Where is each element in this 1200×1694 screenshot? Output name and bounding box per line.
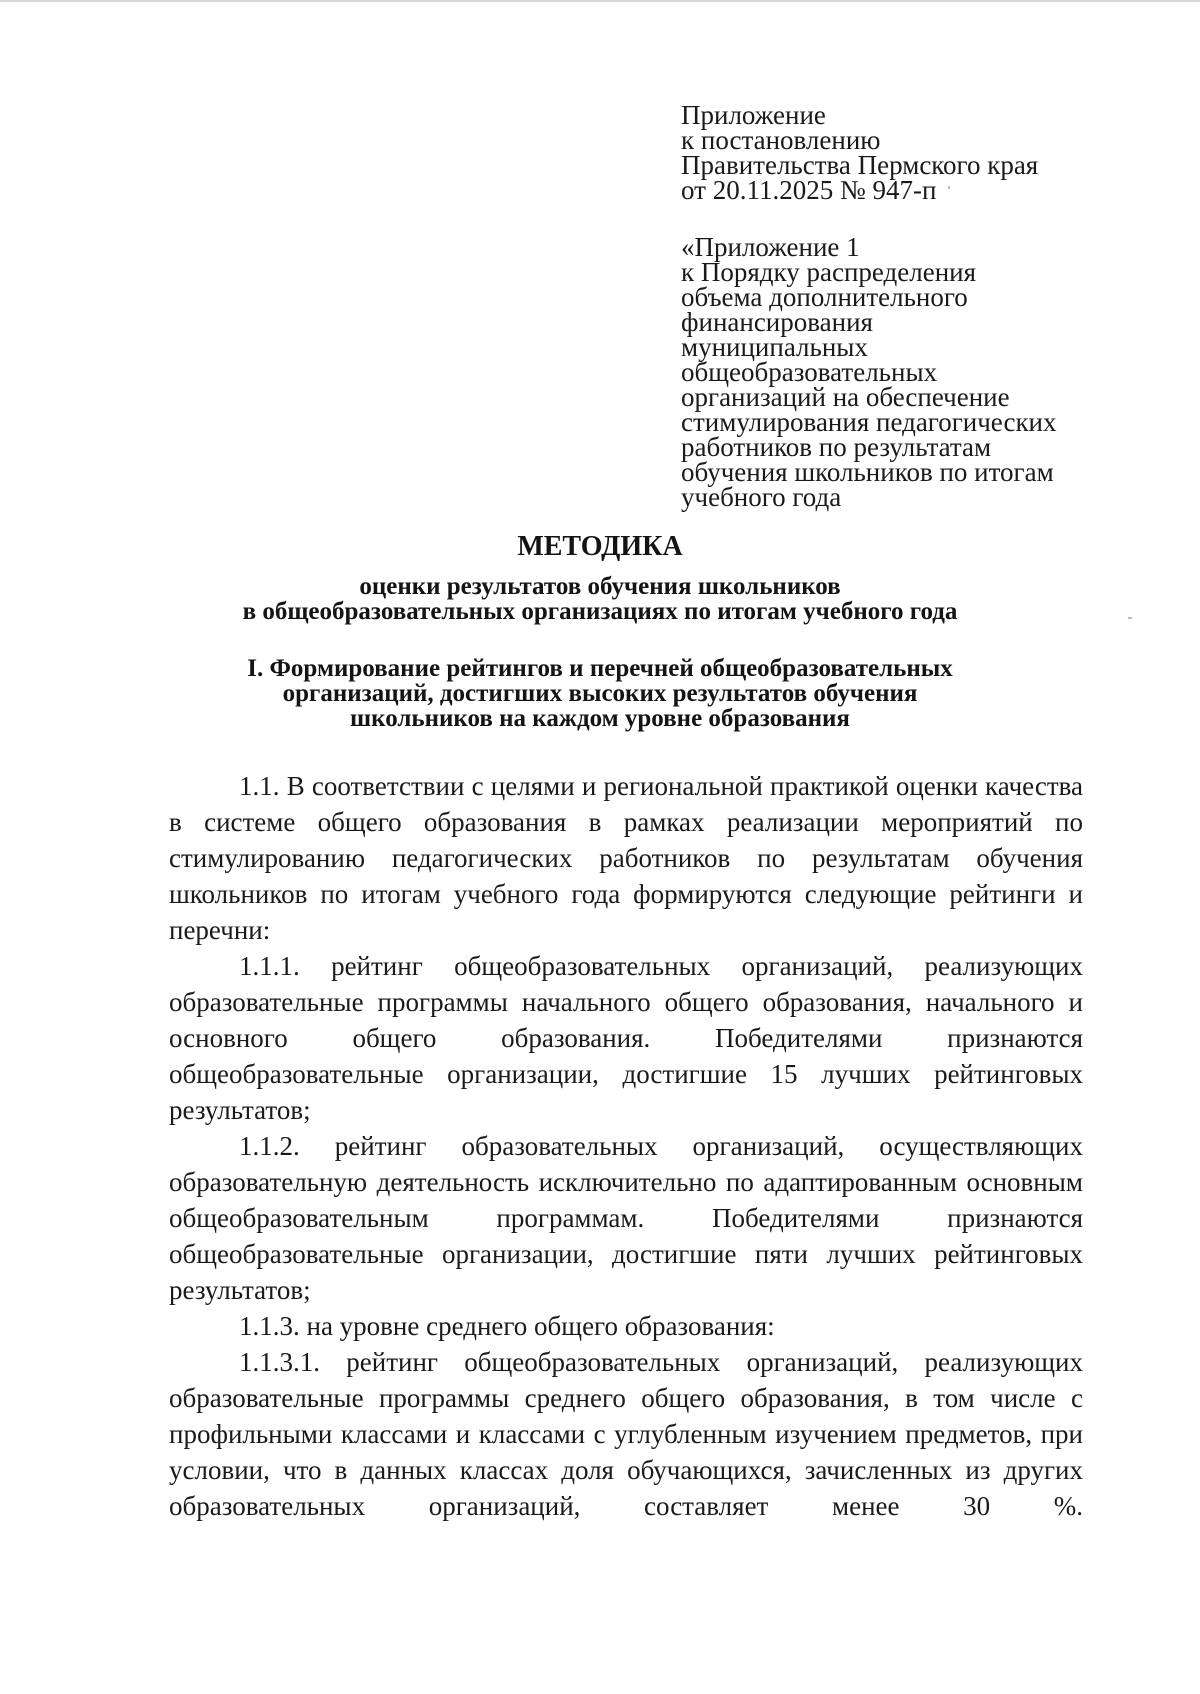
paragraph	[169, 768, 1083, 948]
document-subtitle-line: в общеобразовательных организациях по итогам учебного года	[242, 598, 958, 625]
approval-line: Правительства Пермского края	[681, 150, 1039, 180]
scan-speck	[1128, 617, 1132, 619]
section-body	[169, 768, 1083, 1524]
annex-line: стимулирования педагогических	[681, 407, 1057, 437]
section-heading-line: организаций, достигших высоких результатов обучения	[282, 680, 918, 707]
scan-speck	[948, 186, 950, 189]
annex-line: муниципальных	[681, 332, 868, 362]
annex-line: объема дополнительного	[681, 282, 968, 312]
annex-line: «Приложение 1	[681, 232, 860, 262]
paragraph-number: 1.1.2.	[239, 1131, 300, 1161]
section-heading-line: школьников на каждом уровне образования	[350, 705, 850, 732]
approval-block	[681, 100, 1101, 205]
paragraph-text: на уровне среднего общего образования:	[306, 1311, 775, 1341]
approval-line: от 20.11.2025 № 947-п	[681, 175, 937, 205]
paragraph-text: рейтинг образовательных организаций, осуществляющих образовательную деятельность исключительно по адаптированным основным общеобразовательным программам. Победителями признаются общеобразовательные организации, достигшие пяти лучших рейтинговых результатов;	[169, 1131, 1084, 1305]
annex-block	[681, 232, 1101, 512]
annex-line: финансирования	[681, 307, 873, 337]
annex-line: общеобразовательных	[681, 357, 938, 387]
paragraph	[169, 1308, 1083, 1344]
annex-line: к Порядку распределения	[681, 257, 977, 287]
paragraph-text: рейтинг общеобразовательных организаций, реализующих образовательные программы среднего общего образования, в том числе с профильными классами и классами с углубленным изучением предметов, при условии, что в данных классах доля обучающихся, зачисленных из других образовательных организаций, составляет менее 30 %.	[169, 1347, 1083, 1521]
paragraph-text: В соответствии с целями и региональной практикой оценки качества в системе общего образования в рамках реализации мероприятий по стимулированию педагогических работников по результатам обучения школьников по итогам учебного года формируются следующие рейтинги и перечни:	[169, 771, 1083, 945]
paragraph	[169, 1344, 1083, 1524]
approval-line: Приложение	[681, 100, 826, 130]
paragraph-text: рейтинг общеобразовательных организаций, реализующих образовательные программы начального общего образования, начального и основного общего образования. Победителями признаются общеобразовательные организации, достигшие 15 лучших рейтинговых результатов;	[169, 951, 1083, 1125]
document-title: МЕТОДИКА	[517, 531, 683, 562]
paragraph-number: 1.1.3.1.	[239, 1347, 320, 1377]
scan-edge-line	[0, 0, 1200, 2]
document-subtitle-line: оценки результатов обучения школьников	[359, 573, 841, 600]
paragraph	[169, 1128, 1083, 1308]
annex-line: работников по результатам	[681, 432, 992, 462]
annex-line: учебного года	[681, 482, 842, 512]
annex-line: обучения школьников по итогам	[681, 457, 1054, 487]
paragraph-number: 1.1.	[239, 771, 280, 801]
annex-line: организаций на обеспечение	[681, 382, 1010, 412]
paragraph-number: 1.1.1.	[239, 951, 300, 981]
approval-line: к постановлению	[681, 125, 881, 155]
paragraph-number: 1.1.3.	[239, 1311, 300, 1341]
paragraph	[169, 948, 1083, 1128]
section-heading-line: I. Формирование рейтингов и перечней общеобразовательных	[247, 655, 953, 682]
